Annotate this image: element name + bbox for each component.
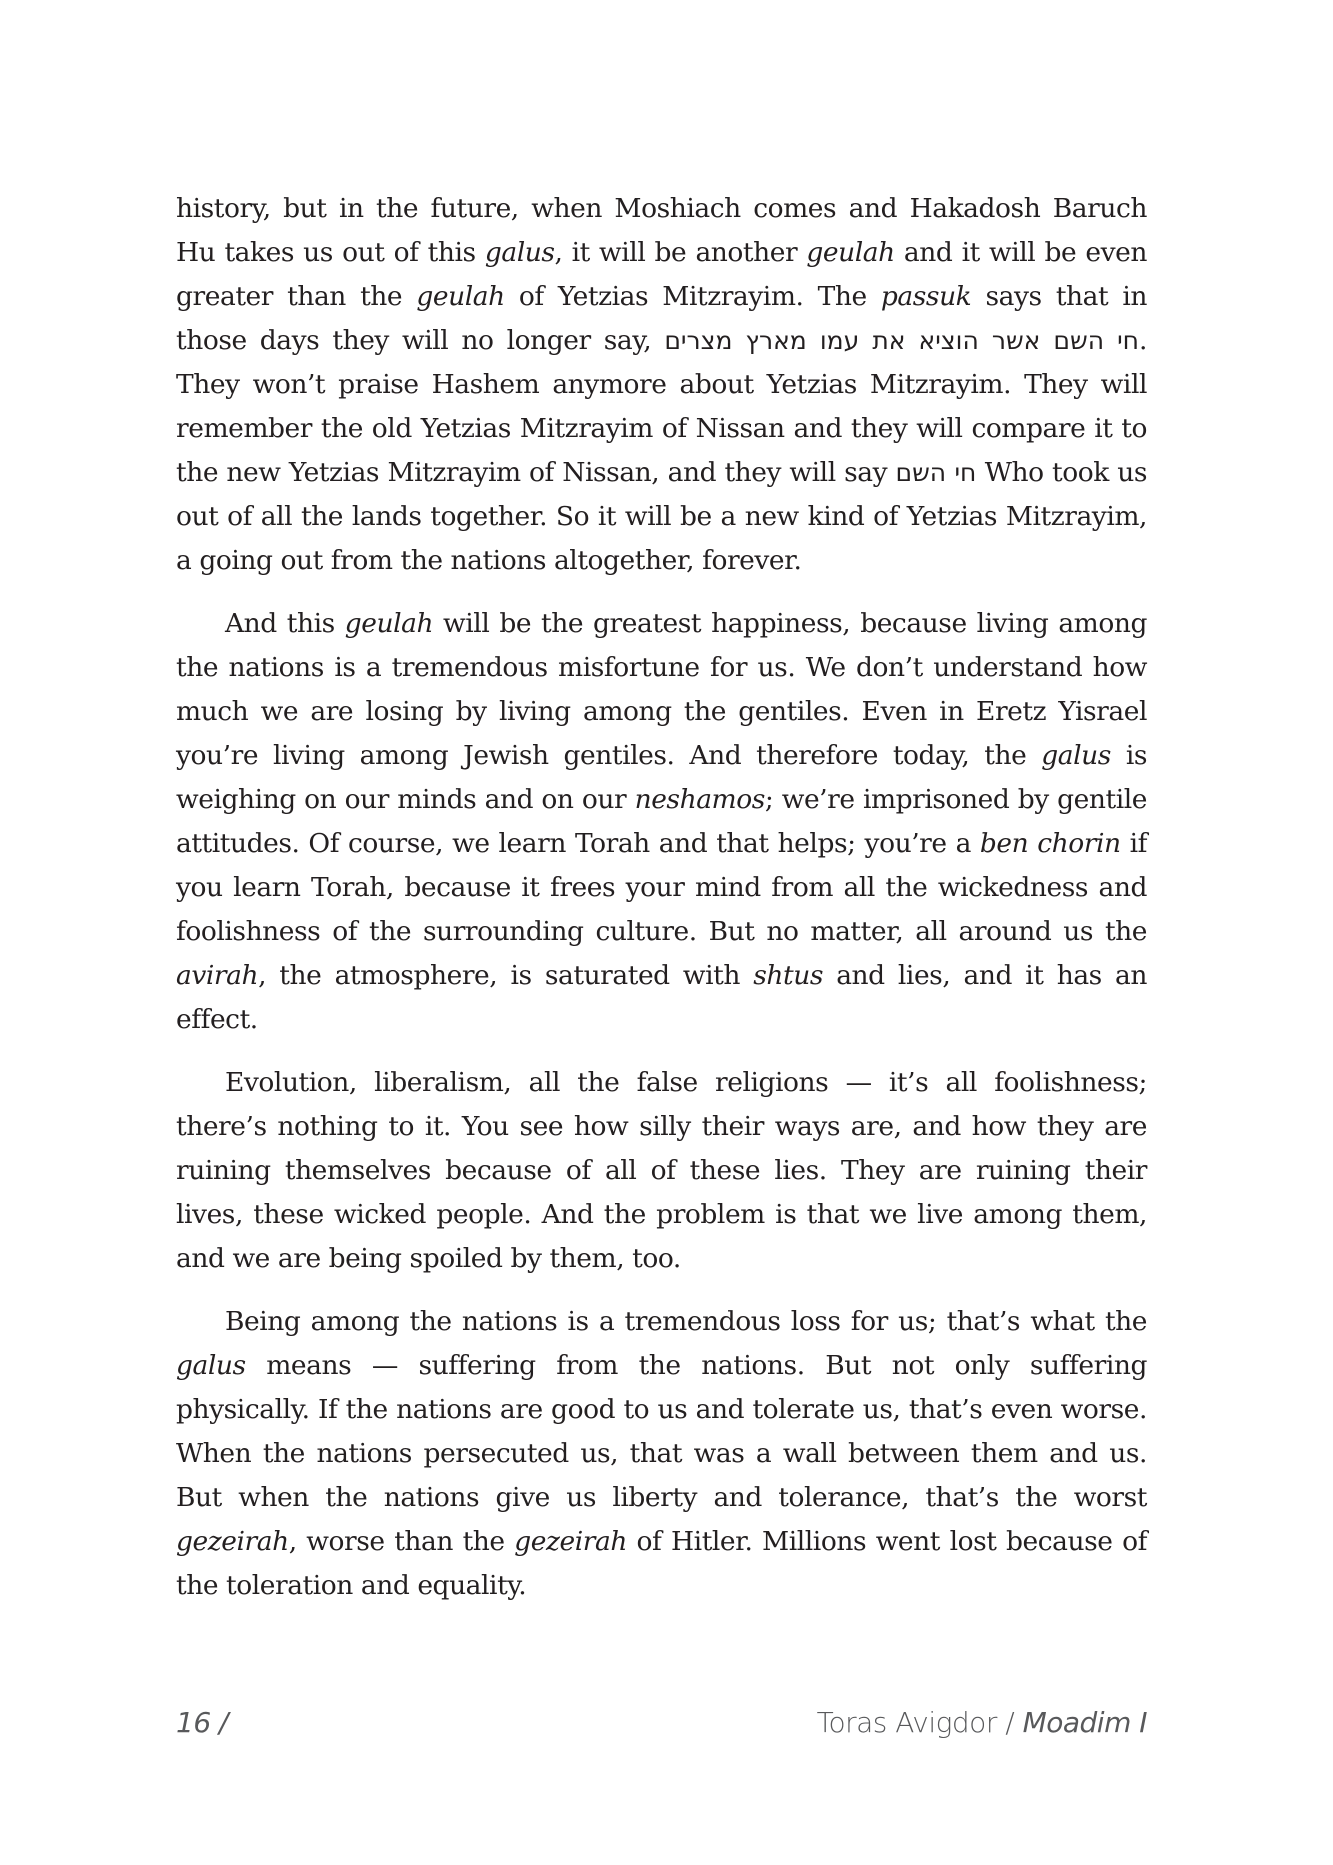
text-run: And this xyxy=(225,608,345,639)
text-run: ; we’re imprisoned by gentile attitudes. Of course, we learn Torah and that helps; you’re a xyxy=(176,784,1147,859)
italic-term: passuk xyxy=(880,281,972,312)
italic-term: shtus xyxy=(753,960,823,991)
italic-term: geulah xyxy=(344,608,434,639)
text-run: and lies, and it has an effect. xyxy=(176,960,1148,1035)
italic-term: geulah xyxy=(806,237,895,268)
text-run: is weighing on our minds and on our xyxy=(176,740,1147,815)
text-run: and it will be even greater than the xyxy=(176,237,1147,312)
text-run: says that in those days they will no longer say, xyxy=(176,281,1147,356)
book-title: Toras Avigdor / xyxy=(816,1706,1023,1739)
paragraph xyxy=(176,602,1147,1042)
italic-term: gezeirah xyxy=(176,1526,289,1557)
italic-term: gezeirah xyxy=(514,1526,627,1557)
hebrew-quote: חי השם אשר הוציא את עמו מארץ מצרים xyxy=(664,326,1140,355)
italic-term: avirah xyxy=(176,960,259,991)
italic-term: galus xyxy=(176,1350,246,1381)
text-run: , it will be another xyxy=(554,237,807,268)
running-head xyxy=(817,1706,1147,1739)
page-footer xyxy=(176,1706,1147,1746)
text-run: Who took us out of all the lands together. So it will be a new kind of Yetzias Mitzrayim, a going out from the nations altogether, forever. xyxy=(176,457,1147,576)
page-number: 16 / xyxy=(176,1706,228,1739)
text-run: if you learn Torah, because it frees your mind from all the wickedness and foolishness of the surrounding culture. But no matter, all around us the xyxy=(176,828,1147,947)
paragraph xyxy=(176,1300,1147,1608)
text-run: Being among the nations is a tremendous loss for us; that’s what the xyxy=(225,1306,1147,1337)
paragraph xyxy=(176,1061,1147,1281)
text-run: history, but in the future, when Moshiach comes and Hakadosh Baruch Hu takes us out of this xyxy=(176,193,1147,268)
italic-term: ben chorin xyxy=(979,828,1121,859)
paragraph xyxy=(176,187,1147,583)
body-text xyxy=(176,187,1147,1627)
text-run: of Hitler. Millions went lost because of the toleration and equality. xyxy=(176,1526,1147,1601)
text-run: will be the greatest happiness, because living among the nations is a tremendous misfortune for us. We don’t understand how much we are losing by living among the gentiles. Even in Eretz Yisrael you’re living among Jewish gentiles. And therefore today, the xyxy=(176,608,1147,771)
text-run: of Yetzias Mitzrayim. The xyxy=(504,281,881,312)
volume-title: Moadim I xyxy=(1022,1706,1147,1739)
italic-term: galus xyxy=(484,237,555,268)
text-run: means — suffering from the nations. But not only suffering physically. If the nations are good to us and tolerate us, that’s even worse. When the nations persecuted us, that was a wall between them and us. But when the nations give us liberty and tolerance, that’s the worst xyxy=(176,1350,1147,1513)
text-run: Evolution, liberalism, all the false religions — it’s all foolishness; there’s nothing to it. You see how silly their ways are, and how they are ruining themselves because of all of these lies. They are ruining their lives, these wicked people. And the problem is that we live among them, and we are being spoiled by them, too. xyxy=(176,1067,1147,1274)
italic-term: geulah xyxy=(416,281,505,312)
italic-term: neshamos xyxy=(634,784,765,815)
text-run: , worse than the xyxy=(288,1526,515,1557)
hebrew-quote: חי השם xyxy=(895,458,977,487)
text-run: . They won’t praise Hashem anymore about Yetzias Mitzrayim. They will remember the old Yetzias Mitzrayim of Nissan and they will compare it to the new Yetzias Mitzrayim of Nissan, and they will say xyxy=(176,325,1148,488)
italic-term: galus xyxy=(1041,740,1111,771)
text-run: , the atmosphere, is saturated with xyxy=(258,960,754,991)
